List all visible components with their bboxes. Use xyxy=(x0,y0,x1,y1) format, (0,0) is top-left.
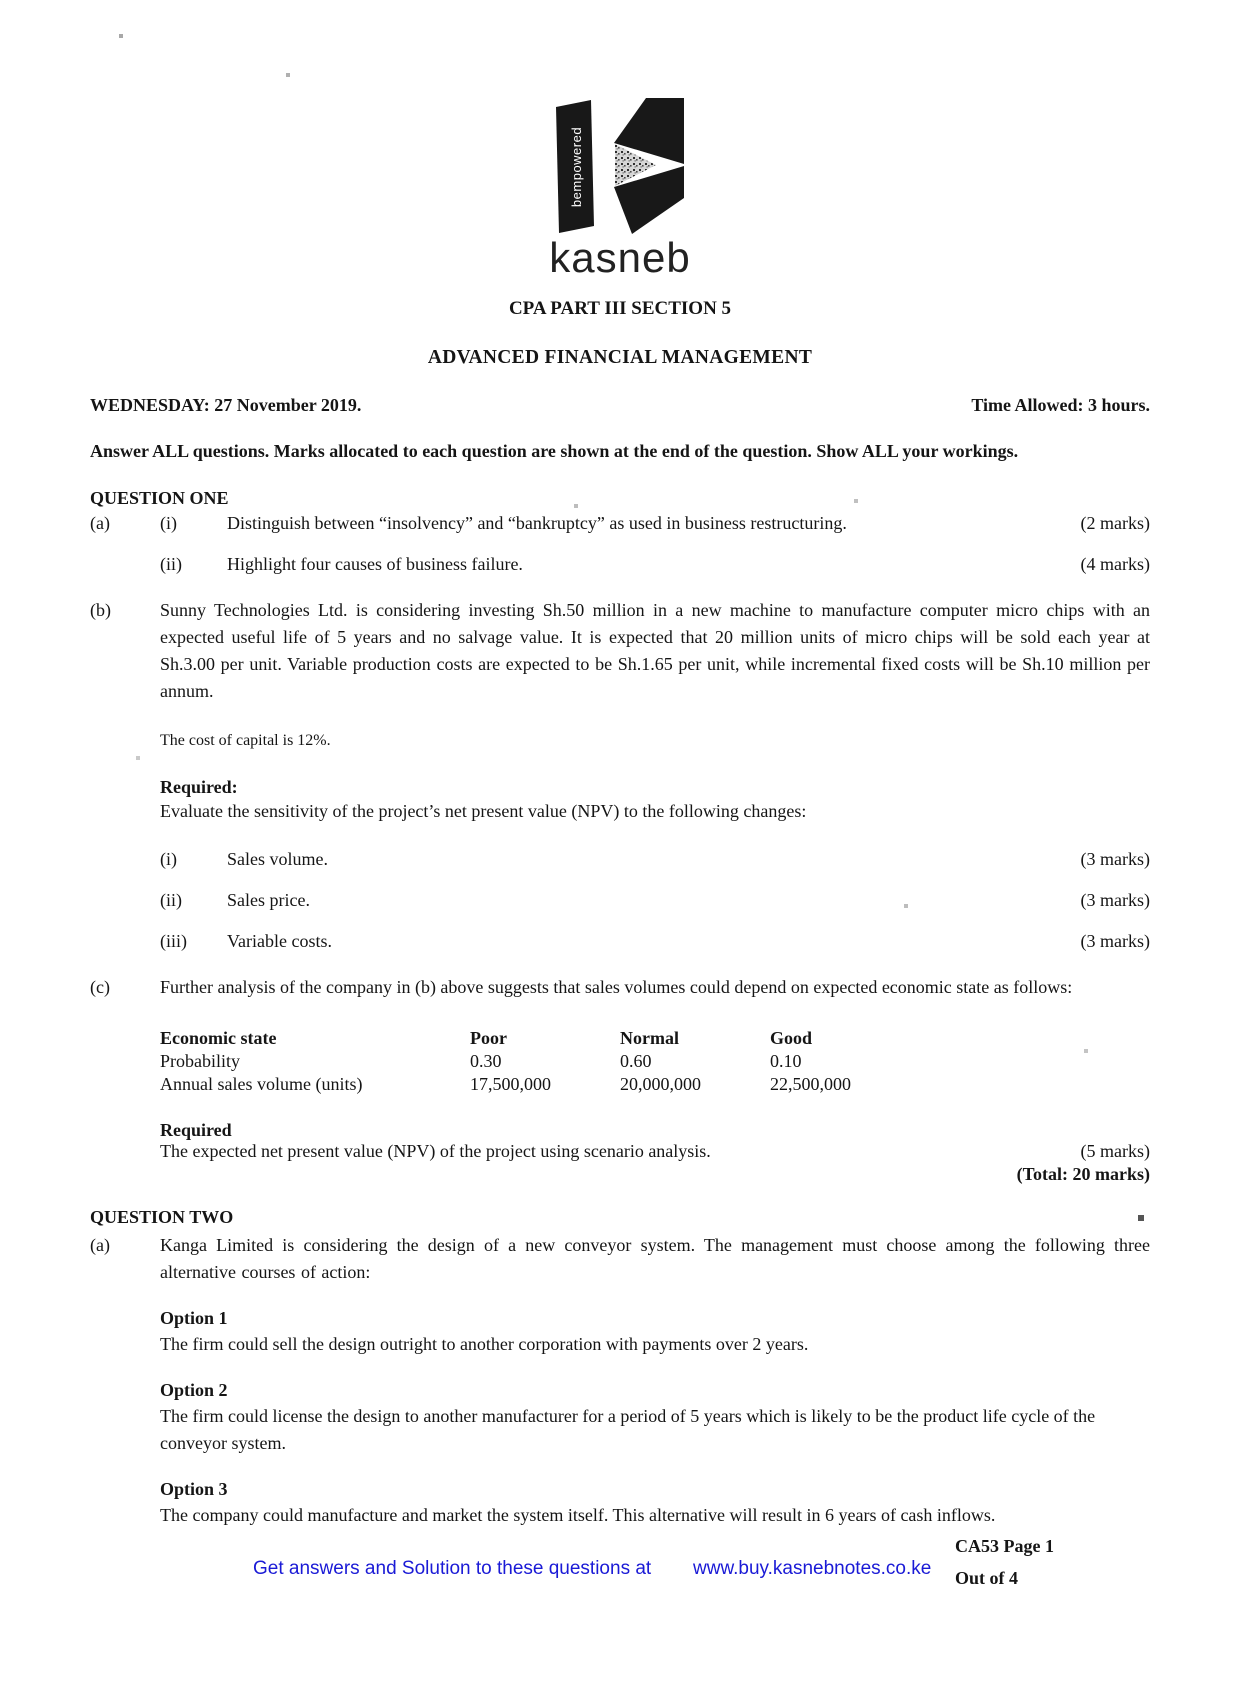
page-content xyxy=(90,0,1150,1529)
kasneb-logo xyxy=(90,0,1150,280)
part-label: (c) xyxy=(90,977,110,998)
row-label: Probability xyxy=(160,1051,240,1072)
cell-value: 0.10 xyxy=(770,1051,802,1072)
option-3-label: Option 3 xyxy=(160,1479,228,1500)
q1c-intro: Further analysis of the company in (b) above suggests that sales volumes could depend on expected economic state as follows: xyxy=(160,977,1073,998)
option-3-text: The company could manufacture and market the system itself. This alternative will result in 6 years of cash inflows. xyxy=(160,1505,996,1526)
item-marks: (3 marks) xyxy=(1080,849,1150,870)
paper-code-page: CA53 Page 1 xyxy=(955,1536,1054,1556)
cell-value: 0.30 xyxy=(470,1051,502,1072)
item-marks: (3 marks) xyxy=(1080,890,1150,911)
item-number: (iii) xyxy=(160,931,187,952)
date-time-row xyxy=(90,395,1150,416)
logo-vertical-tagline: bempowered xyxy=(569,126,584,208)
q1a-item-i xyxy=(90,513,1150,534)
footer-promo-text: Get answers and Solution to these questions at xyxy=(253,1558,652,1579)
paper-title: ADVANCED FINANCIAL MANAGEMENT xyxy=(427,347,813,369)
page-count: Out of 4 xyxy=(955,1568,1018,1588)
part-label: (a) xyxy=(90,1235,110,1256)
row-label: Annual sales volume (units) xyxy=(160,1074,363,1095)
table-row xyxy=(160,1073,1150,1096)
q1b-item-ii xyxy=(90,890,1150,911)
item-marks: (5 marks) xyxy=(1080,1141,1150,1162)
item-number: (ii) xyxy=(160,890,182,911)
item-number: (i) xyxy=(160,513,177,534)
exam-title: CPA PART III SECTION 5 xyxy=(508,298,732,320)
option-1-text: The firm could sell the design outright to another corporation with payments over 2 years. xyxy=(160,1334,809,1355)
q1b-item-i xyxy=(90,849,1150,870)
q1c-required-label: Required xyxy=(160,1120,232,1141)
item-marks: (3 marks) xyxy=(1080,931,1150,952)
item-number: (ii) xyxy=(160,554,182,575)
item-text: Distinguish between “insolvency” and “bankruptcy” as used in business restructuring. xyxy=(227,513,847,534)
q1b-item-iii xyxy=(90,931,1150,952)
q1b-required-text: Evaluate the sensitivity of the project’s net present value (NPV) to the following changes: xyxy=(160,801,807,822)
cell-value: 0.60 xyxy=(620,1051,652,1072)
q1c-required-text: The expected net present value (NPV) of the project using scenario analysis. xyxy=(160,1141,711,1162)
part-label: (a) xyxy=(90,513,110,534)
col-header: Good xyxy=(770,1028,813,1049)
q1b-paragraph: Sunny Technologies Ltd. is considering investing Sh.50 million in a new machine to manufacture computer micro chips with an expected useful life of 5 years and no salvage value. It is expected that 20 million units of micro chips will be sold each year at Sh.3.00 per unit. Variable production costs are expected to be Sh.1.65 per unit, while incremental fixed costs will be Sh.10 million per annum. xyxy=(160,600,1150,702)
col-header: Poor xyxy=(470,1028,507,1049)
page-reference xyxy=(955,1530,1054,1594)
q1-total-marks: (Total: 20 marks) xyxy=(1016,1164,1150,1185)
option-1-label: Option 1 xyxy=(160,1308,228,1329)
col-header: Normal xyxy=(620,1028,679,1049)
time-allowed: Time Allowed: 3 hours. xyxy=(971,395,1150,416)
q1b-paragraph-row xyxy=(90,597,1150,705)
item-marks: (4 marks) xyxy=(1080,554,1150,575)
item-text: Variable costs. xyxy=(227,931,332,952)
item-text: Highlight four causes of business failure. xyxy=(227,554,523,575)
q1c-required-row xyxy=(90,1141,1150,1162)
option-2-label: Option 2 xyxy=(160,1380,228,1401)
cost-of-capital-line: The cost of capital is 12%. xyxy=(160,732,331,750)
q2a-intro-row xyxy=(90,1232,1150,1286)
cell-value: 17,500,000 xyxy=(470,1074,551,1095)
footer-promo-url[interactable]: www.buy.kasnebnotes.co.ke xyxy=(693,1558,932,1579)
cell-value: 20,000,000 xyxy=(620,1074,701,1095)
exam-instructions: Answer ALL questions. Marks allocated to each question are shown at the end of the question. Show ALL your workings. xyxy=(90,441,1019,462)
table-row xyxy=(160,1050,1150,1073)
option-2-text: The firm could license the design to another manufacturer for a period of 5 years which is likely to be the product life cycle of the conveyor system. xyxy=(160,1406,1096,1454)
economic-state-table xyxy=(160,1027,1150,1096)
exam-date: WEDNESDAY: 27 November 2019. xyxy=(90,395,362,416)
cell-value: 22,500,000 xyxy=(770,1074,851,1095)
kasneb-wordmark: kasneb xyxy=(549,234,691,281)
col-header: Economic state xyxy=(160,1028,277,1049)
item-number: (i) xyxy=(160,849,177,870)
question-one-heading: QUESTION ONE xyxy=(90,488,229,509)
table-header-row xyxy=(160,1027,1150,1050)
part-label: (b) xyxy=(90,600,111,621)
question-two-heading: QUESTION TWO xyxy=(90,1207,234,1228)
item-marks: (2 marks) xyxy=(1080,513,1150,534)
item-text: Sales price. xyxy=(227,890,310,911)
q1b-required-label: Required: xyxy=(160,777,238,798)
q2a-intro: Kanga Limited is considering the design of a new conveyor system. The management must choose among the following three alternative courses of action: xyxy=(160,1235,1150,1283)
item-text: Sales volume. xyxy=(227,849,328,870)
scan-speck-artifacts xyxy=(0,0,2,2)
kasneb-k-mark-icon xyxy=(553,96,687,236)
q1a-item-ii xyxy=(90,554,1150,575)
q1c-intro-row xyxy=(90,974,1150,1001)
